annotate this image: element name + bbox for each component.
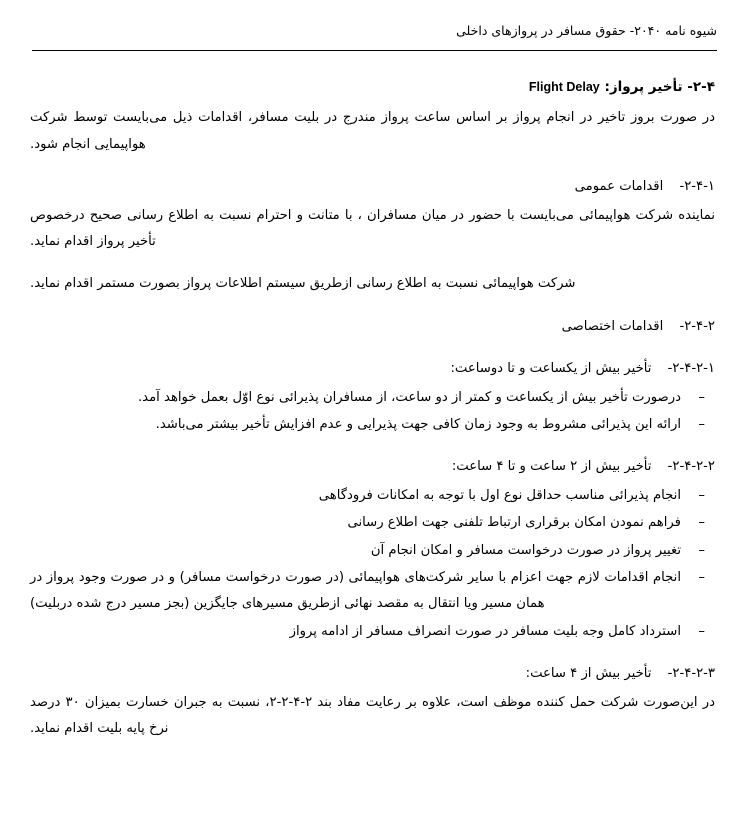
page-header <box>0 0 749 51</box>
heading-title-fa: تأخیر پرواز: <box>604 78 683 95</box>
list-item: – انجام اقدامات لازم جهت اعزام با سایر شرکت‌های هواپیمائی (در صورت درخواست مسافر) و در صورت وجود پرواز در همان مسیر ویا انتقال به مقصد نهائی ازطریق مسیرهای جایگزین (بجز مسیر درج شده دربلیت) <box>30 565 715 618</box>
subsection-title-delay-2-4h: تأخیر بیش از ۲ ساعت و تا ۴ ساعت: <box>451 459 652 475</box>
list-delay-1-2h <box>30 385 715 439</box>
list-item: – فراهم نمودن امکان برقراری ارتباط تلفنی جهت اطلاع رسانی <box>30 510 715 536</box>
subsection-number-delay-over-4h: ۲-۴-۲-۳- <box>667 666 715 682</box>
intro-paragraph: در صورت بروز تاخیر در انجام پرواز بر اساس ساعت پرواز مندرج در بلیت مسافر، اقدامات ذیل می‌بایست توسط شرکت هواپیمایی انجام شود. <box>30 110 715 152</box>
heading-title-en: Flight Delay <box>528 79 600 94</box>
subsection-title-delay-over-4h: تأخیر بیش از ۴ ساعت: <box>525 666 652 682</box>
subsection-title-delay-1-2h: تأخیر بیش از یکساعت و تا دوساعت: <box>450 361 652 377</box>
list-item: – درصورت تأخیر بیش از یکساعت و کمتر از دو ساعت، از مسافران پذیرائی نوع اوّل بعمل خواهد آمد. <box>30 385 715 411</box>
subsection-heading-specific <box>30 314 715 340</box>
list-item: – تغییر پرواز در صورت درخواست مسافر و امکان انجام آن <box>30 538 715 564</box>
subsection-number-delay-2-4h: ۲-۴-۲-۲- <box>667 459 715 475</box>
subsection-title-specific: اقدامات اختصاصی <box>561 318 664 334</box>
list-item: – استرداد کامل وجه بلیت مسافر در صورت انصراف مسافر از ادامه پرواز <box>30 619 715 645</box>
header-divider <box>32 50 717 51</box>
delay-over-4h-paragraph: در این‌صورت شرکت حمل کننده موظف است، علاوه بر رعایت مفاد بند ۲-۴-۲-۲، نسبت به جبران خسارت بمیزان ۳۰ درصد نرخ پایه بلیت اقدام نماید. <box>30 694 716 737</box>
spacer <box>30 263 715 271</box>
subsection-number-general: ۲-۴-۱- <box>679 179 715 195</box>
subsection-title-general: اقدامات عمومی <box>574 179 664 195</box>
general-paragraph-2: شرکت هواپیمائی نسبت به اطلاع رسانی ازطریق سیستم اطلاعات پرواز بصورت مستمر اقدام نماید. <box>30 276 576 292</box>
general-paragraph-1: نماینده شرکت هواپیمائی می‌بایست با حضور در میان مسافران ، با متانت و احترام نسبت به اطلاع رسانی صحیح درخصوص تأخیر پرواز اقدام نماید. <box>30 207 715 249</box>
subsection-heading-delay-over-4h <box>30 661 715 687</box>
subsection-heading-general <box>30 174 715 200</box>
subsection-heading-delay-2-4h <box>30 454 715 480</box>
running-header-title: شیوه نامه ۲۰۴۰- حقوق مسافر در پروازهای داخلی <box>456 23 717 38</box>
subsection-heading-delay-1-2h <box>30 356 715 382</box>
subsection-number-delay-1-2h: ۲-۴-۲-۱- <box>667 361 715 377</box>
heading-number: ۲-۴- <box>687 78 715 95</box>
section-heading-flight-delay <box>30 77 715 99</box>
list-item: – انجام پذیرائی مناسب حداقل نوع اول با توجه به امکانات فرودگاهی <box>30 483 715 509</box>
list-delay-2-4h <box>30 483 715 645</box>
list-item: – ارائه این پذیرائی مشروط به وجود زمان کافی جهت پذیرایی و عدم افزایش تأخیر بیشتر می‌باشد. <box>30 412 715 438</box>
subsection-number-specific: ۲-۴-۲- <box>679 318 715 334</box>
document-body <box>0 77 749 743</box>
